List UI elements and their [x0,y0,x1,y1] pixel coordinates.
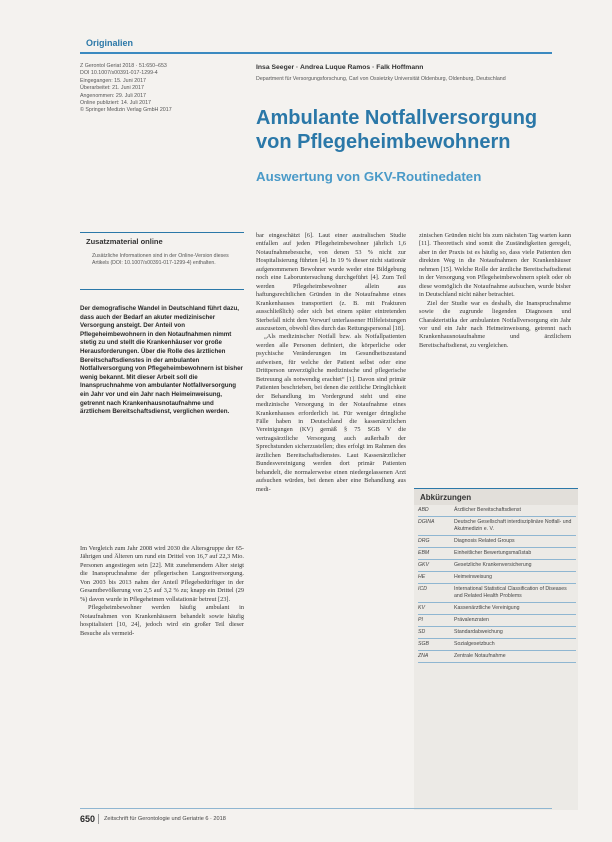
pub-info-line: Überarbeitet: 21. Juni 2017 [80,85,144,92]
abbreviations-list [418,505,576,663]
abbreviation-key: KV [418,604,425,611]
abbreviation-row [418,560,576,572]
abbreviation-row [418,517,576,536]
abbreviation-row [418,584,576,603]
body-column-2 [256,232,406,494]
supplementary-text: Zusätzliche Informationen sind in der Online-Version dieses Artikels (DOI: 10.1007/s00391-017-1299-4) enthalten. [92,253,229,266]
pub-info-line: DOI 10.1007/s00391-017-1299-4 [80,70,158,77]
abbreviation-value: Standardabweichung [454,629,503,636]
header-rule [80,52,552,54]
page-number: 650 [80,814,96,824]
abbreviation-key: DRG [418,537,430,544]
abbreviation-key: EBM [418,550,430,557]
paragraph: Pflegeheimbewohner werden häufig ambulant in Notaufnahmen von Krankenhäusern behandelt sowie häufig hospitalisiert [10, 24], jedoch wird ein großer Teil dieser Besuche als vermeid- [80,604,244,637]
article-title: Ambulante Notfallversorgung von Pflegeheimbewohnern [256,107,538,153]
abbreviation-row [418,639,576,651]
footer-rule [80,808,552,809]
pub-info-line: Eingegangen: 15. Juni 2017 [80,77,146,84]
abbreviation-key: PI [418,617,423,624]
abbreviation-key: ZNA [418,653,429,660]
abbreviation-key: GKV [418,562,429,569]
abbreviation-value: Heimeinweisung [454,574,493,581]
abstract: Der demografische Wandel in Deutschland führt dazu, dass auch der Bedarf an akuter medizinischer Versorgung ansteigt. Der Anteil von Pflegeheimbewohnern in den Notaufnahmen nimmt stetig zu und stellt die Krankenhäuser vor große Herausforderungen. Über die Rolle des ärztlichen Bereitschaftsdienstes in der ambulanten Notfallversorgung von Pflegeheimbewohnern ist bisher wenig bekannt. Mit dieser Arbeit soll die Inanspruchnahme von ambulanter Notfallversorgung ein Jahr vor und ein Jahr nach Heimeinweisung, getrennt nach Krankenhausnotaufnahme und ärztlichem Bereitschaftsdienst, verglichen werden. [80,305,243,416]
paragraph: „Als medizinischer Notfall bzw. als Notfallpatienten werden alle Personen definiert, die körperliche oder psychische Veränderungen im Gesundheitszustand aufweisen, für welche der Patient selbst oder eine Drittperson unverzügliche medizinische und pflegerische Betreuung als notwendig erachtet“ [1]. Davon sind primär Patienten beschrieben, bei denen die zeitliche Dringlichkeit der Behandlung im Vordergrund steht und eine medizinische Versorgung in der Notaufnahme eines Krankenhauses erforderlich ist. Für weniger dringliche Fälle haben in Deutschland die kassenärztlichen Vereinigungen (KV) gemäß § 75 SGB V die vertragsärztliche Versorgung auch außerhalb der Sprechstunden sicherzustellen; dies erfolgt im Rahmen des ärztlichen Bereitschaftsdienstes. Laut Kassenärztlicher Bundesvereinigung werden dort primär Patienten behandelt, die normalerweise einen niedergelassenen Arzt aufsuchen würden, bei denen aber eine Behandlung aus medi- [256,333,406,493]
abbreviation-row [418,615,576,627]
abbreviation-row [418,505,576,517]
abbreviation-value: Diagnosis Related Groups [454,537,515,544]
abbreviation-value: International Statistical Classification of Diseases and Related Health Problems [454,586,567,599]
pub-info-line: Z Gerontol Geriat 2018 · 51:650–653 [80,63,167,69]
abbreviation-value: Sozialgesetzbuch [454,641,495,648]
abbreviation-value: Prävalenzraten [454,617,489,624]
footer-separator [98,814,99,824]
abbreviation-key: SGB [418,641,429,648]
paragraph: zinischen Gründen nicht bis zum nächsten Tag warten kann [11]. Theoretisch sind somit die Zuständigkeiten geregelt, aber in der Praxis ist es häufig so, dass viele Patienten den direkten Weg in die Notaufnahmen der Krankenhäuser nehmen [15]. Welche Rolle der ärztliche Bereitschaftsdienst in der Versorgung von Pflegeheimbewohnern spielt oder ob diese womöglich die Notaufnahme aufsuchen, wurde bisher in Deutschland nicht näher betrachtet. [419,232,571,299]
abbreviation-value: Gesetzliche Krankenversicherung [454,562,532,569]
abbreviation-row [418,548,576,560]
pub-info-line: Angenommen: 29. Juli 2017 [80,92,146,99]
body-column-1 [80,545,244,638]
abbreviation-key: HE [418,574,426,581]
abbreviation-value: Ärztlicher Bereitschaftsdienst [454,507,521,514]
abbreviation-key: DGINA [418,519,435,526]
abbreviation-key: SD [418,629,426,636]
abbreviation-row [418,651,576,663]
article-subtitle: Auswertung von GKV-Routinedaten [256,169,482,184]
body-column-3 [419,232,571,350]
abbreviation-value: Kassenärztliche Vereinigung [454,604,520,611]
abbreviation-row [418,572,576,584]
pub-info-line: Online publiziert: 14. Juli 2017 [80,100,151,107]
affiliation: Department für Versorgungsforschung, Carl von Ossietzky Universität Oldenburg, Oldenburg, Deutschland [256,76,506,82]
authors: Insa Seeger · Andrea Luque Ramos · Falk Hoffmann [256,64,424,71]
supplementary-heading: Zusatzmaterial online [86,237,163,246]
section-label: Originalien [86,38,134,48]
abbreviation-row [418,627,576,639]
journal-footer: Zeitschrift für Gerontologie und Geriatrie 6 · 2018 [104,816,226,822]
abbreviation-row [418,603,576,615]
abbreviation-row [418,536,576,548]
pub-info-line: © Springer Medizin Verlag GmbH 2017 [80,107,172,114]
abbreviations-heading: Abkürzungen [414,488,578,505]
abbreviation-key: ICD [418,586,427,593]
abbreviation-value: Deutsche Gesellschaft interdisziplinäre Notfall- und Akutmedizin e. V. [454,519,572,532]
abbreviation-value: Zentrale Notaufnahme [454,653,506,660]
paragraph: bar eingeschätzt [6]. Laut einer australischen Studie entfallen auf jeden Pflegeheimbewohner jährlich 1,6 Notaufnahmebesuche, von denen 53 % nicht zur Hospitalisierung führten [4]. In 19 % dieser nicht stationär aufgenommenen Bewohner wurde weder eine Bildgebung noch eine Laboruntersuchung durchgeführt [4]. Zum Teil werden Pflegeheimbewohner allein aus haftungsrechtlichen Gründen in die Notaufnahme eines Krankenhauses transportiert (z. B. mit Frakturen ausschließlich) oder sich bei einem später eintretenden Sterbefall nicht dem Vorwurf unterlassener Hilfeleistungen auszusetzen, obwohl dies durch das Rettungspersonal [18]. [256,232,406,332]
abbreviation-value: Einheitlicher Bewertungsmaßstab [454,550,532,557]
paragraph: Ziel der Studie war es deshalb, die Inanspruchnahme sowie die zugrunde liegenden Diagnosen und Charakteristika der ambulanten Notfallversorgung ein Jahr vor und ein Jahr nach Heimeinweisung, getrennt nach Krankenhausnotaufnahme und ärztlichem Bereitschaftsdienst, zu vergleichen. [419,299,571,349]
publication-info [80,63,240,115]
abbreviation-key: ABD [418,507,429,514]
paragraph: Im Vergleich zum Jahr 2008 wird 2030 die Altersgruppe der 65-Jährigen und Älteren um rund ein Drittel von 16,7 auf 22,3 Mio. Personen angestiegen sein [22]. Mit zunehmendem Alter steigt die Inanspruchnahme der pflegerischen Langzeitversorgung. Von 2003 bis 2013 nahm der Anteil Pflegebedürftiger in der Gesamtbevölkerung von 2,5 auf 3,2 % zu; knapp ein Drittel (29 %) davon wurde in Pflegeheimen vollstationär betreut [23]. [80,545,244,603]
